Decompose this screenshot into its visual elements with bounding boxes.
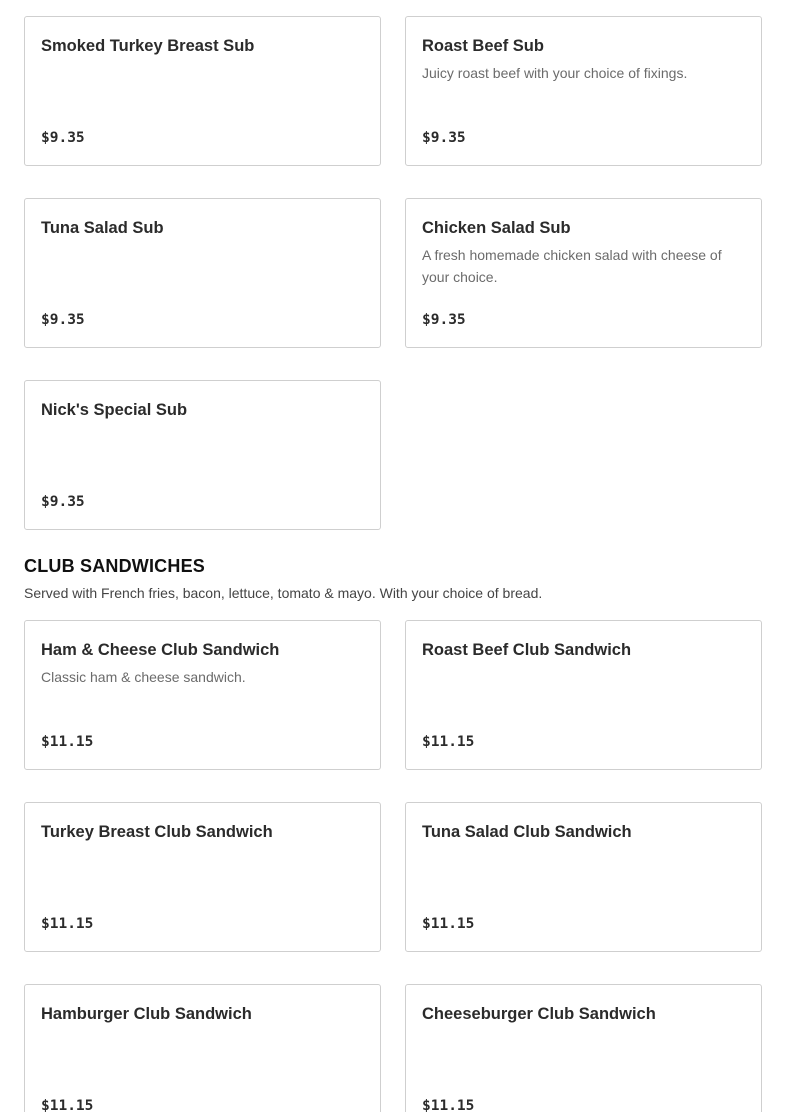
menu-item-name: Hamburger Club Sandwich <box>41 1005 252 1023</box>
menu-item-price: $11.15 <box>41 734 94 750</box>
menu-item-card[interactable] <box>405 802 762 952</box>
section-description: Served with French fries, bacon, lettuce, tomato & mayo. With your choice of bread. <box>24 585 543 601</box>
menu-item-card[interactable] <box>24 380 381 530</box>
menu-item-description: A fresh homemade chicken salad with cheese of your choice. <box>422 247 722 285</box>
menu-item-name: Roast Beef Sub <box>422 37 544 55</box>
menu-item-price: $11.15 <box>422 1098 475 1112</box>
menu-item-name: Tuna Salad Club Sandwich <box>422 823 632 841</box>
menu-item-name: Roast Beef Club Sandwich <box>422 641 632 659</box>
menu-item-card[interactable] <box>405 984 762 1112</box>
menu-item-name: Tuna Salad Sub <box>41 219 164 237</box>
menu-item-price: $9.35 <box>41 494 85 510</box>
menu-item-name: Nick's Special Sub <box>41 401 188 419</box>
menu-item-name: Smoked Turkey Breast Sub <box>41 37 255 55</box>
menu-item-name: Chicken Salad Sub <box>422 219 571 237</box>
menu-item-card[interactable] <box>405 16 762 166</box>
menu-item-name: Ham & Cheese Club Sandwich <box>41 641 280 659</box>
menu-item-name: Cheeseburger Club Sandwich <box>422 1005 656 1023</box>
menu-item-price: $11.15 <box>41 1098 94 1112</box>
menu-item-card[interactable] <box>24 620 381 770</box>
menu-item-price: $11.15 <box>41 916 94 932</box>
menu-item-card[interactable] <box>24 984 381 1112</box>
menu-item-description: Juicy roast beef with your choice of fixings. <box>422 65 688 81</box>
menu-item-name: Turkey Breast Club Sandwich <box>41 823 273 841</box>
menu-item-price: $11.15 <box>422 734 475 750</box>
menu-item-price: $9.35 <box>41 312 85 328</box>
menu-item-description: Classic ham & cheese sandwich. <box>41 669 246 685</box>
menu-item-card[interactable] <box>405 620 762 770</box>
menu-item-card[interactable] <box>24 802 381 952</box>
menu-item-price: $9.35 <box>422 312 466 328</box>
menu-item-card[interactable] <box>24 16 381 166</box>
menu-item-price: $9.35 <box>422 130 466 146</box>
menu-item-price: $9.35 <box>41 130 85 146</box>
menu-item-price: $11.15 <box>422 916 475 932</box>
menu-item-card[interactable] <box>24 198 381 348</box>
section-title: CLUB SANDWICHES <box>24 556 205 576</box>
menu-item-card[interactable] <box>405 198 762 348</box>
